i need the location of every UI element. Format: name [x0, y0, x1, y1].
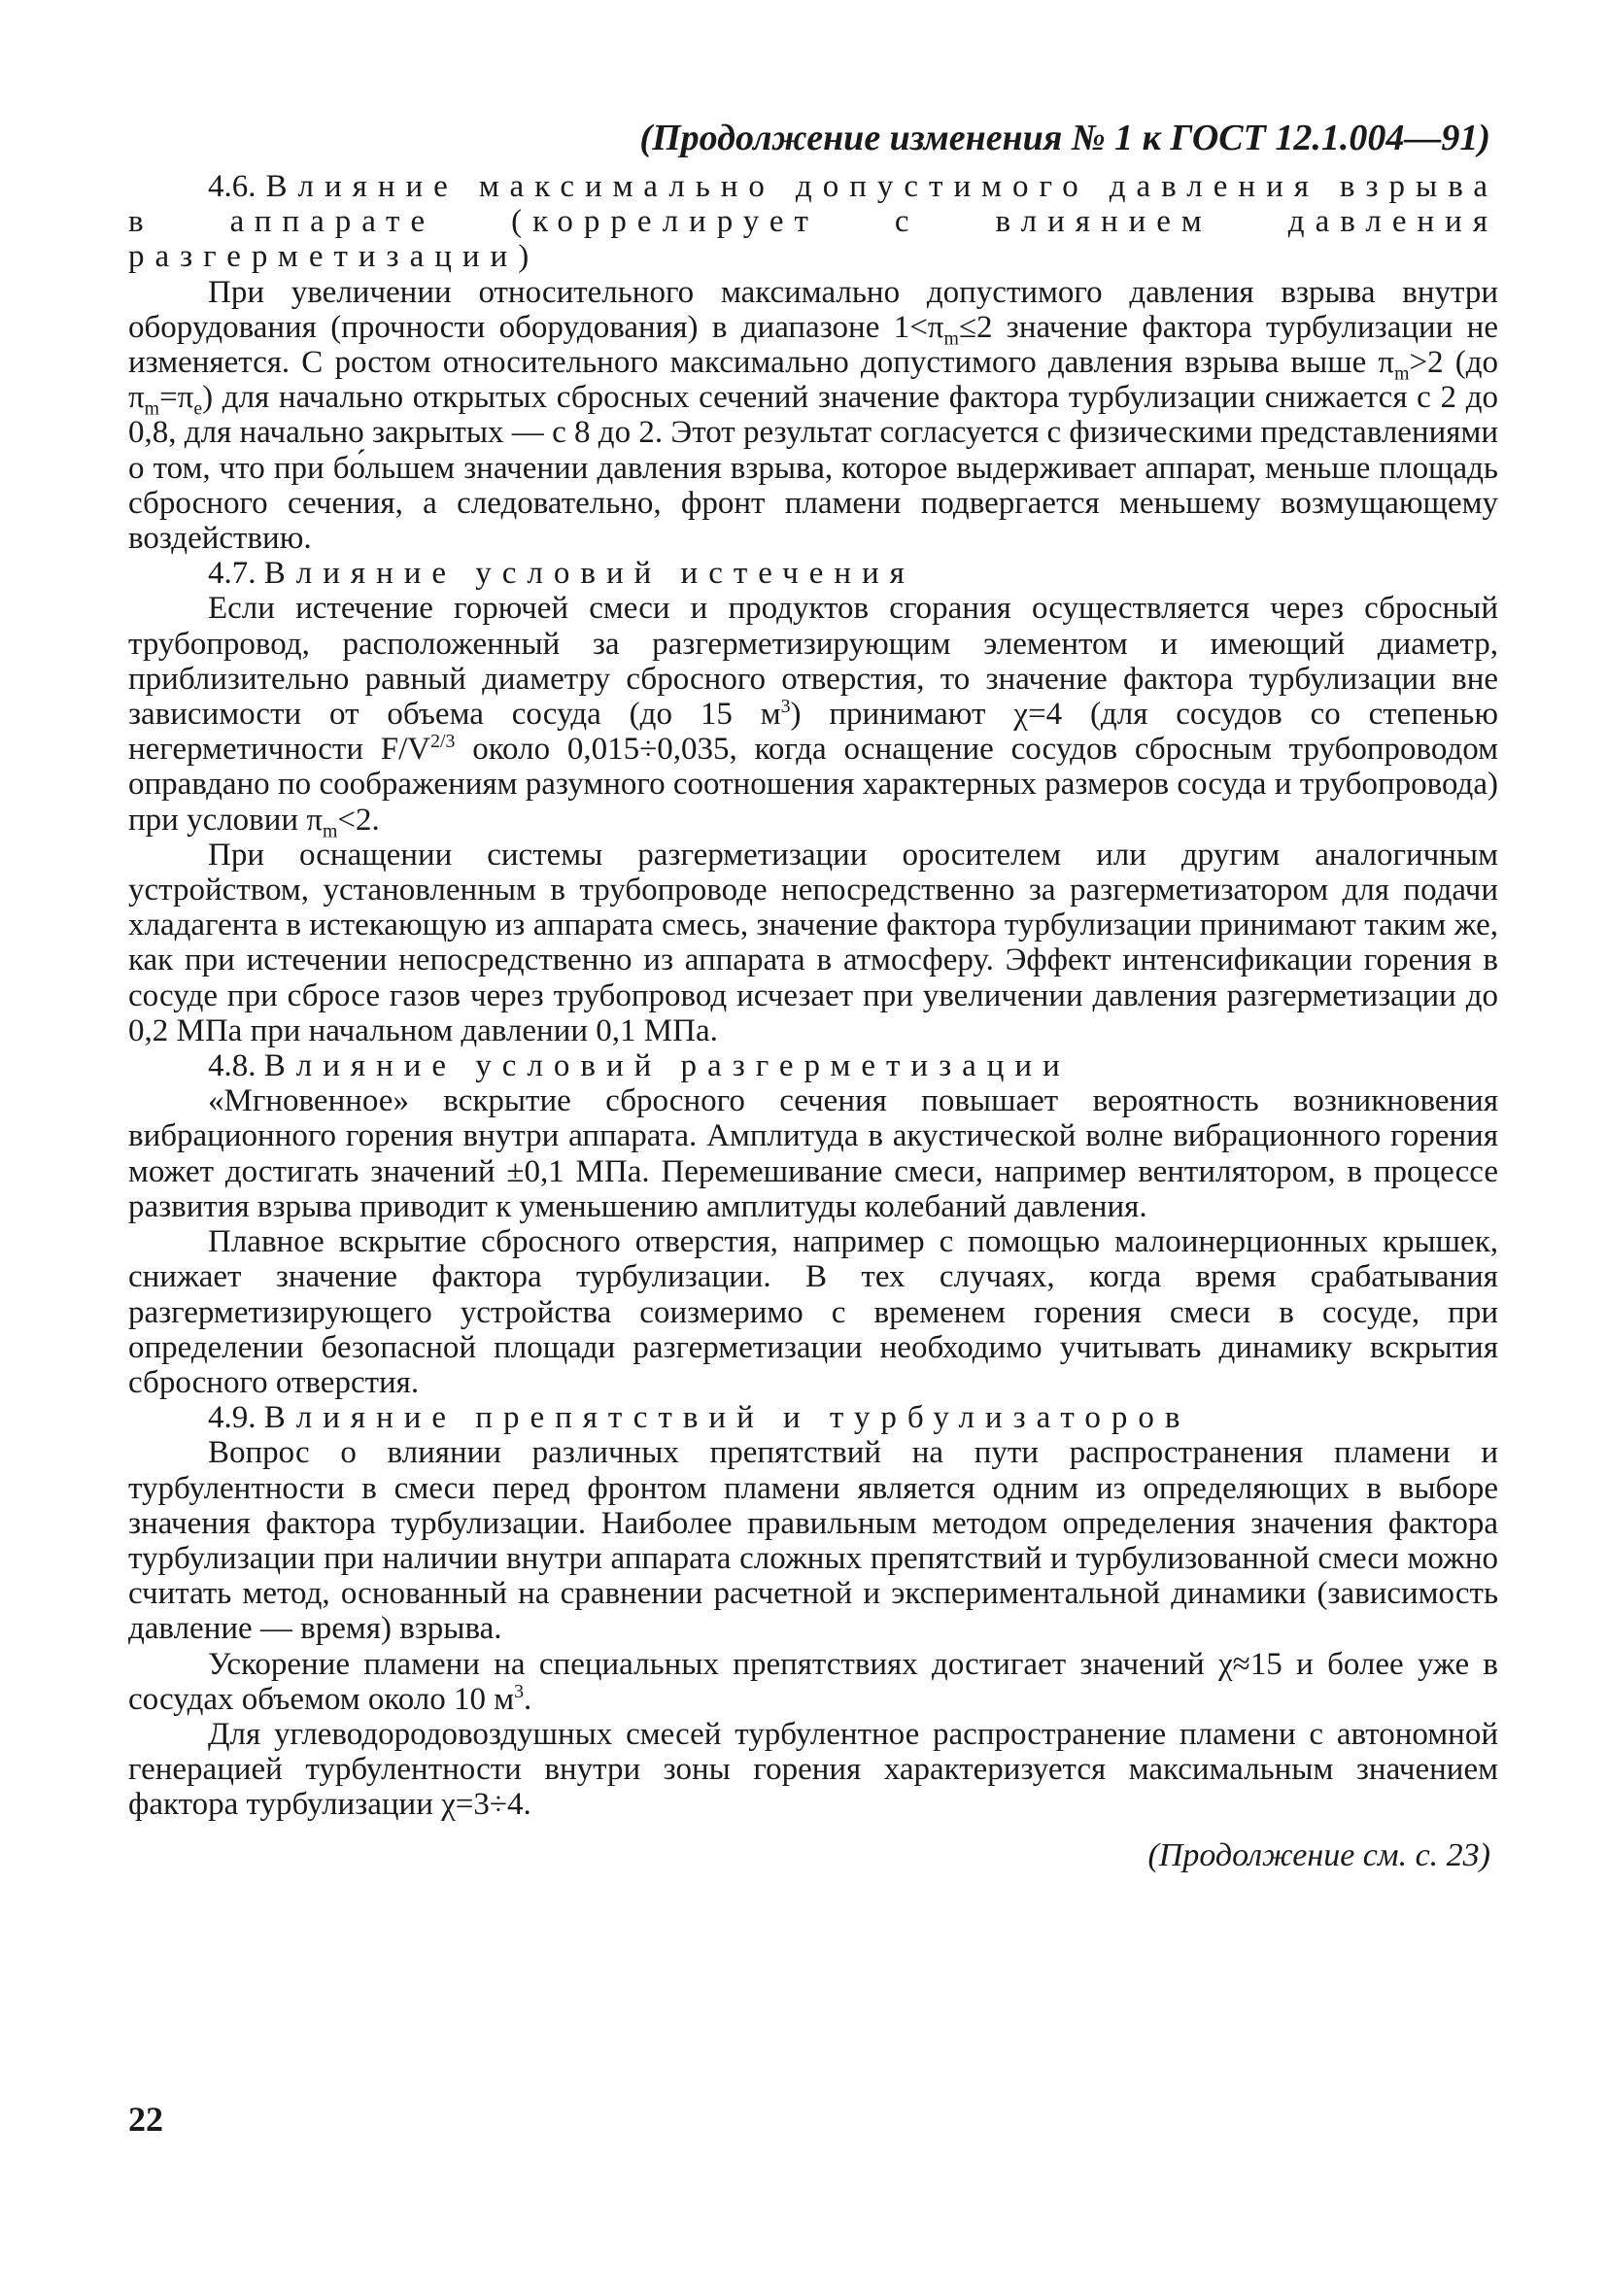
continuation-note: (Продолжение см. с. 23)	[1147, 1836, 1490, 1873]
section-4-9-heading	[128, 1400, 1498, 1435]
paragraph-4-9-2	[128, 1647, 1498, 1717]
paragraph-4-7-2: При оснащении системы разгерметизации оросителем или другим аналогичным устройством, установленным в трубопроводе непосредственно за разгерметизатором для подачи хладагента в истекающую из аппарата смесь, значение фактора турбулизации принимают таким же, как при истечении непосредственно из аппарата в атмосферу. Эффект интенсификации горения в сосуде при сбросе газов через трубопровод исчезает при увеличении давления разгерметизации до 0,2 МПа при начальном давлении 0,1 МПа.	[128, 837, 1498, 1048]
subscript: m	[144, 397, 160, 420]
subscript: m	[1394, 362, 1410, 385]
paragraph-4-6-1	[128, 275, 1498, 557]
text-run: .	[524, 1681, 532, 1717]
text-run: >2 (до π	[128, 345, 1498, 416]
section-title: Влияние условий истечения	[263, 556, 915, 592]
section-number: 4.7.	[208, 556, 256, 592]
text-run: При увеличении относительного максимально допустимого давления взрыва внутри оборудования (прочности оборудования) в диапазоне 1<π	[128, 274, 1498, 345]
subscript: e	[193, 397, 203, 420]
text-run: около 0,015÷0,035, когда оснащение сосудов сбросным трубопроводом оправдано по соображениям разумного соотношения характерных размеров сосуда и трубопровода) при условии π	[128, 732, 1499, 838]
section-number: 4.6.	[208, 169, 256, 204]
section-title: Влияние максимально допустимого давления взрыва в аппарате (коррелирует с влиянием давления разгерметизации)	[128, 169, 1498, 275]
paragraph-4-7-1	[128, 591, 1499, 842]
document-page	[128, 115, 1498, 1875]
section-title: Влияние условий разгерметизации	[263, 1048, 1071, 1084]
text-run: Ускорение пламени на специальных препятствиях достигает значений χ≈15 и более уже в сосудах объемом около 10 м	[128, 1646, 1498, 1717]
subscript: m	[323, 820, 338, 842]
section-number: 4.8.	[208, 1048, 256, 1084]
text-run: Если истечение горючей смеси и продуктов сгорания осуществляется через сбросный трубопровод, расположенный за разгерметизирующим элементом и имеющий диаметр, приблизительно равный диаметру сбросного отверстия, то значение фактора турбулизации вне зависимости от объема сосуда (до 15 м	[128, 591, 1498, 733]
text-run: ) для начально открытых сбросных сечений значение фактора турбулизации снижается с 2 до 0,8, для начально закрытых — с 8 до 2. Этот результат согласуется с физическими представлениями о том, что при бо́льшем значении давления взрыва, которое выдерживает аппарат, меньше площадь сбросного сечения, а следовательно, фронт пламени подвергается меньшему возмущающему воздействию.	[128, 380, 1498, 557]
paragraph-4-9-1: Вопрос о влиянии различных препятствий на пути распространения пламени и турбулентности в смеси перед фронтом пламени является одним из определяющих в выборе значения фактора турбулизации. Наиболее правильным методом определения значения фактора турбулизации при наличии внутри аппарата сложных препятствий и турбулизованной смеси можно считать метод, основанный на сравнении расчетной и экспериментальной динамики (зависимость давление — время) взрыва.	[128, 1435, 1498, 1647]
section-title: Влияние препятствий и турбулизаторов	[263, 1400, 1191, 1436]
paragraph-4-9-3: Для углеводородовоздушных смесей турбулентное распространение пламени с автономной генерацией турбулентности внутри зоны горения характеризуется максимальным значением фактора турбулизации χ=3÷4.	[128, 1716, 1498, 1823]
superscript: 3	[514, 1680, 525, 1702]
section-4-7-heading	[128, 556, 1498, 591]
paragraph-4-8-1: «Мгновенное» вскрытие сбросного сечения повышает вероятность возникновения вибрационного горения внутри аппарата. Амплитуда в акустической волне вибрационного горения может достигать значений ±0,1 МПа. Перемешивание смеси, например вентилятором, в процессе развития взрыва приводит к уменьшению амплитуды колебаний давления.	[128, 1083, 1498, 1224]
text-run: ) принимают χ=4 (для сосудов со степенью негерметичности F/V	[128, 697, 1498, 768]
section-number: 4.9.	[208, 1400, 256, 1436]
page-header: (Продолжение изменения № 1 к ГОСТ 12.1.004—91)	[639, 118, 1490, 158]
section-4-6-heading	[128, 169, 1498, 275]
text-run: ≤2 значение фактора турбулизации не изменяется. С ростом относительного максимально допустимого давления взрыва выше π	[128, 309, 1498, 381]
text-run: =π	[159, 380, 194, 416]
subscript: m	[943, 327, 959, 350]
text-run: <2.	[337, 802, 380, 838]
page-number: 22	[128, 2100, 163, 2139]
paragraph-4-8-2: Плавное вскрытие сбросного отверстия, например с помощью малоинерционных крышек, снижает значение фактора турбулизации. В тех случаях, когда время срабатывания разгерметизирующего устройства соизмеримо с временем горения смеси в сосуде, при определении безопасной площади разгерметизации необходимо учитывать динамику вскрытия сбросного отверстия.	[128, 1224, 1498, 1400]
superscript: 3	[780, 696, 791, 718]
superscript: 2/3	[430, 731, 456, 753]
section-4-8-heading	[128, 1048, 1498, 1083]
